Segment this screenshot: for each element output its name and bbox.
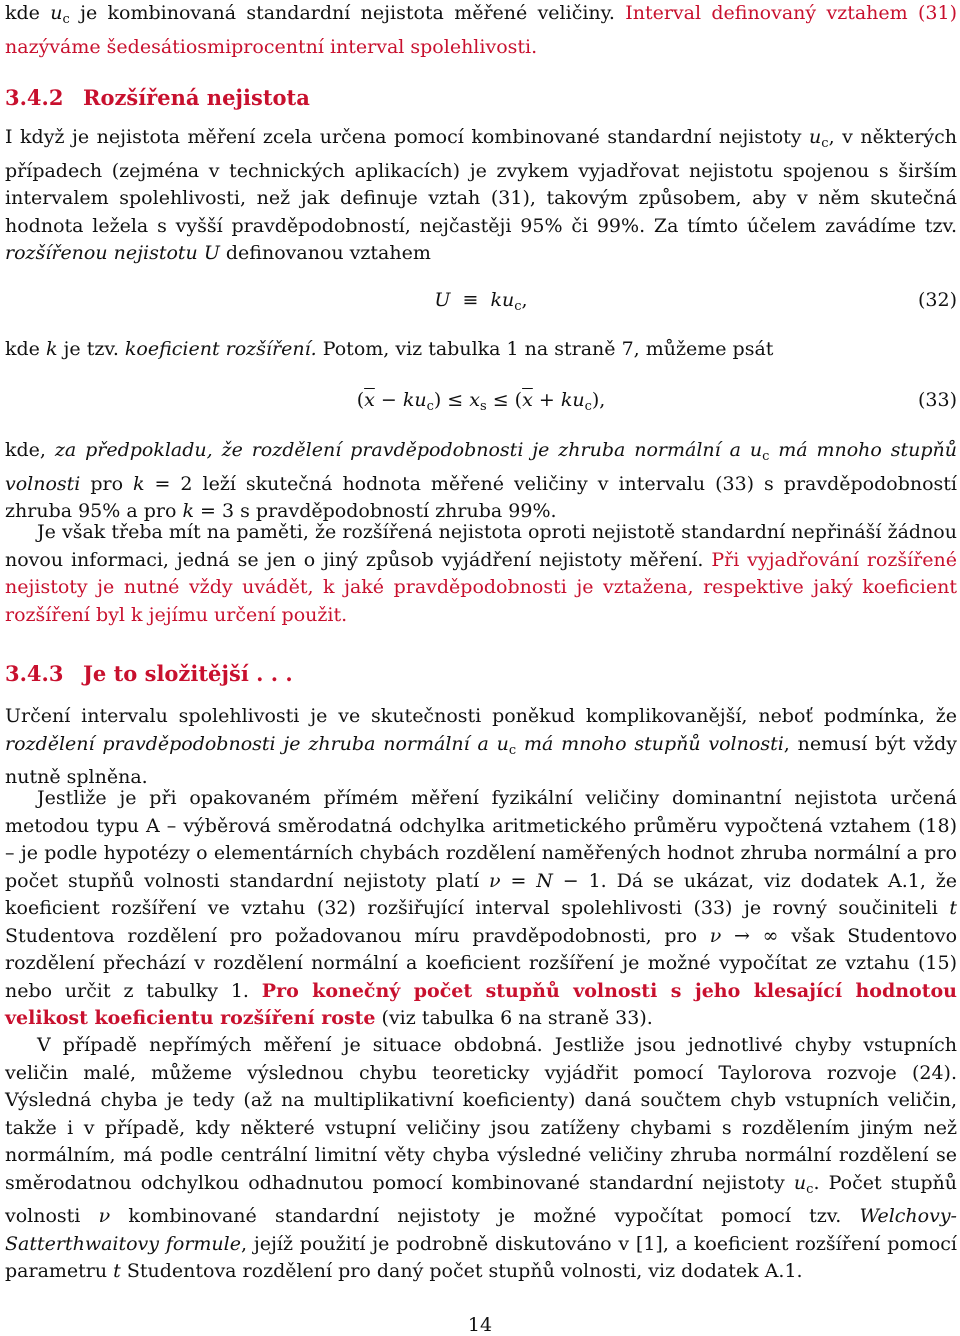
bold-statement: Pro konečný počet stupňů volnosti s jeho klesající hodnotou velikost koeficientu rozšíření roste [5, 979, 957, 1029]
interval-text: Interval definovaný vztahem (31) nazýváme šedesátiosmiprocentní interval spolehlivosti. [5, 2, 957, 58]
paragraph-indirect: V případě nepřímých měření je situace obdobná. Jestliže jsou jednotlivé chyby vstupních veličin malé, můžeme výslednou chybu teoreticky vyjádřit pomocí Taylorova rozvoje (24). Výsledná chyba je tedy (až na multiplikativní koeficienty) daná součtem chyb vstupních veličin, takže i v případě, kdy některé vstupní veličiny jsou zatíženy chybami s rozdělením jiným než normálním, má podle centrální limitní věty chyba výsledné veličiny zhruba normální rozdělení se směrodatnou odchylkou odhadnutou pomocí kombinované standardní nejistoty $u_c$. Počet stupňů volnosti ν kombinované standardní nejistoty je možné vypočítat pomocí tzv. Welchovy-Satterthwaitovy formule, jejíž použití je podrobně diskutováno v [1], a koeficient rozšíření pomocí parametru t Studentova rozdělení pro daný počet stupňů volnosti, viz dodatek A.1. [5, 1034, 957, 1282]
highlight-text: Při vyjadřování rozšířené nejistoty je nutné vždy uvádět, k jaké pravděpodobnosti je vztažena, respektive jaký koeficient rozšíření byl k jejímu určení použit. [5, 548, 957, 626]
paragraph-expanded-uncertainty: I když je nejistota měření zcela určena pomocí kombinované standardní nejistoty $u_c$, v některých případech (zejména v technických aplikacích) je zvykem vyjadřovat nejistotu spojenou s širším intervalem spolehlivosti, než jak definuje vztah (31), takovým způsobem, aby v něm skutečná hodnota ležela s vyšší pravděpodobností, nejčastěji 95% či 99%. Za tímto účelem zavádíme tzv. rozšířenou nejistotu U definovanou vztahem [5, 126, 957, 264]
equation-33: $(\overline{x} - ku_c) \le x_s \le (\overline{x} + ku_c)$, (33) [356, 389, 957, 414]
section-heading-3-4-2: 3.4.2 Rozšířená nejistota [5, 85, 310, 110]
page-number: 14 [467, 1314, 493, 1336]
paragraph-coverage-factor: kde k je tzv. koeficient rozšíření. Potom, viz tabulka 1 na straně 7, můžeme psát [5, 338, 774, 360]
equation-32: $U \equiv ku_c$, (32) [434, 289, 957, 314]
section-heading-3-4-3: 3.4.3 Je to složitější . . . [5, 661, 293, 686]
paragraph-complications: Určení intervalu spolehlivosti je ve skutečnosti poněkud komplikovanější, neboť podmínka, že rozdělení pravděpodobnosti je zhruba normální a $u_c$ má mnoho stupňů volnosti, nemusí být vždy nutně splněna. [5, 705, 957, 788]
paragraph-note: Je však třeba mít na paměti, že rozšířená nejistota oproti nejistotě standardní nepřináší žádnou novou informaci, jedná se jen o jiný způsob vyjádření nejistoty měření. Při vyjadřování rozšířené nejistoty je nutné vždy uvádět, k jaké pravděpodobnosti je vztažena, respektive jaký koeficient rozšíření byl k jejímu určení použit. [5, 521, 957, 626]
paragraph-type-a: Jestliže je při opakovaném přímém měření fyzikální veličiny dominantní nejistota určená metodou typu A – výběrová směrodatná odchylka aritmetického průměru vypočtená vztahem (18) – je podle hypotézy o elementárních chybách rozdělení naměřených hodnot zhruba normální a pro počet stupňů volnosti standardní nejistoty platí ν = N − 1. Dá se ukázat, viz dodatek A.1, že koeficient rozšíření ve vztahu (32) rozšiřující interval spolehlivosti (33) je rovný součiniteli t Studentova rozdělení pro požadovanou míru pravděpodobnosti, pro ν → ∞ však Studentovo rozdělení přechází v rozdělení normální a koeficient rozšíření je možné vypočítat ze vztahu (15) nebo určit z tabulky 1. Pro konečný počet stupňů volnosti s jeho klesající hodnotou velikost koeficientu rozšíření roste (viz tabulka 6 na straně 33). [5, 787, 958, 1029]
paragraph-intro: kde $u_c$ je kombinovaná standardní nejistota měřené veličiny. Interval definovaný vztahem (31) nazýváme šedesátiosmiprocentní interval spolehlivosti. [5, 2, 957, 58]
paragraph-probability: kde, za předpokladu, že rozdělení pravděpodobnosti je zhruba normální a $u_c$ má mnoho stupňů volnosti pro k = 2 leží skutečná hodnota měřené veličiny v intervalu (33) s pravděpodobností zhruba 95% a pro k = 3 s pravděpodobností zhruba 99%. [5, 439, 958, 522]
